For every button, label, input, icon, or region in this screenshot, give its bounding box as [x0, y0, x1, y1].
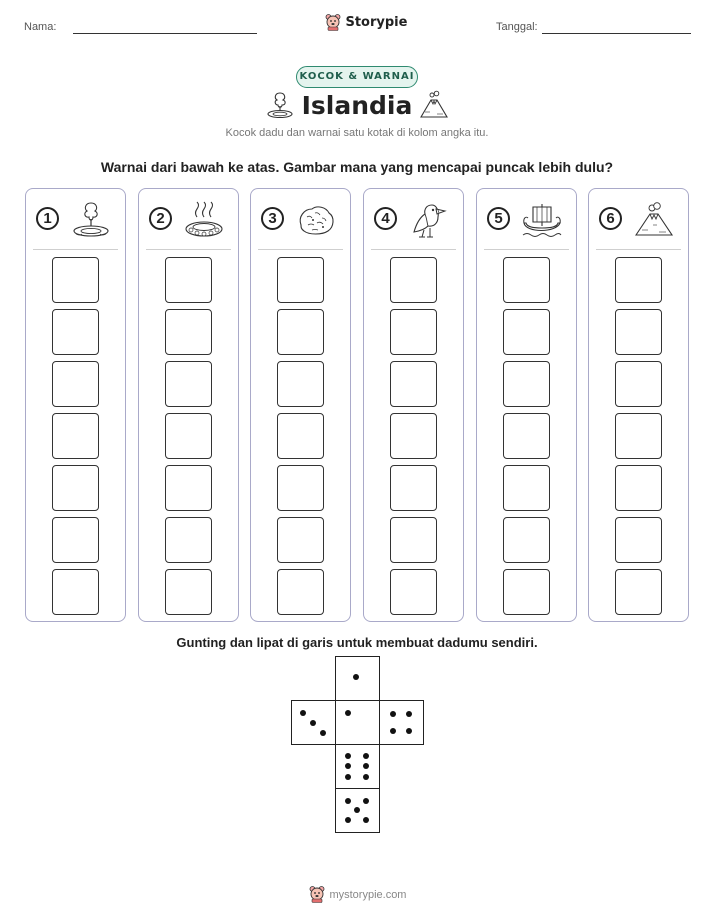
name-label: Nama:	[24, 21, 57, 33]
color-box	[503, 413, 550, 459]
color-box	[277, 257, 324, 303]
die-pip	[345, 798, 351, 804]
color-box	[165, 309, 212, 355]
die-pip	[363, 817, 369, 823]
instruction: Warnai dari bawah ke atas. Gambar mana yang mencapai puncak lebih dulu?	[100, 159, 614, 175]
subtitle: Kocok dadu dan warnai satu kotak di kolom angka itu.	[225, 127, 489, 139]
color-box	[390, 257, 437, 303]
column-number: 3	[261, 207, 284, 230]
volcano-small-icon	[418, 90, 450, 120]
die-pip	[345, 753, 351, 759]
column-divider	[596, 249, 681, 250]
color-box	[390, 569, 437, 615]
die-face-5	[335, 788, 380, 833]
column-number: 2	[149, 207, 172, 230]
color-box	[52, 517, 99, 563]
die-face-1	[335, 656, 380, 701]
column-6	[588, 188, 689, 622]
color-box	[165, 517, 212, 563]
color-box	[52, 309, 99, 355]
color-box	[615, 361, 662, 407]
geyser-icon	[70, 201, 112, 239]
color-box	[390, 517, 437, 563]
color-box	[165, 465, 212, 511]
color-box	[503, 569, 550, 615]
name-line	[73, 33, 257, 34]
activity-badge: KOCOK & WARNAI	[296, 66, 418, 88]
column-divider	[146, 249, 231, 250]
bear-logo-icon	[325, 13, 341, 31]
color-box	[503, 517, 550, 563]
die-pip	[353, 674, 359, 680]
die-pip	[345, 763, 351, 769]
die-pip	[354, 807, 360, 813]
column-divider	[371, 249, 456, 250]
color-box	[277, 309, 324, 355]
color-box	[615, 413, 662, 459]
column-4	[363, 188, 464, 622]
die-face-4	[379, 700, 424, 745]
brand-logo	[325, 13, 407, 31]
color-box	[503, 465, 550, 511]
footer	[309, 885, 406, 903]
color-box	[390, 413, 437, 459]
color-box	[52, 569, 99, 615]
color-box	[615, 517, 662, 563]
column-2	[138, 188, 239, 622]
die-pip	[406, 711, 412, 717]
die-pip	[390, 711, 396, 717]
page-title: Islandia	[301, 91, 413, 120]
footer-url: mystorypie.com	[329, 889, 407, 902]
column-number: 6	[599, 207, 622, 230]
hot-spring-icon	[183, 201, 225, 239]
color-box	[503, 257, 550, 303]
column-5	[476, 188, 577, 622]
lava-rock-icon	[295, 201, 337, 239]
die-pip	[406, 728, 412, 734]
color-box	[615, 309, 662, 355]
die-pip	[363, 753, 369, 759]
bear-logo-icon	[309, 885, 325, 903]
color-box	[165, 361, 212, 407]
color-box	[52, 465, 99, 511]
die-pip	[345, 817, 351, 823]
color-box	[165, 413, 212, 459]
date-label: Tanggal:	[496, 21, 538, 33]
column-divider	[258, 249, 343, 250]
die-pip	[363, 774, 369, 780]
die-face-6	[335, 744, 380, 789]
column-divider	[484, 249, 569, 250]
die-face-1b	[335, 700, 380, 745]
die-pip	[310, 720, 316, 726]
viking-ship-icon	[521, 201, 563, 239]
color-box	[503, 361, 550, 407]
color-box	[277, 413, 324, 459]
color-box	[277, 361, 324, 407]
column-divider	[33, 249, 118, 250]
color-box	[165, 257, 212, 303]
die-pip	[345, 710, 351, 716]
column-number: 5	[487, 207, 510, 230]
die-pip	[390, 728, 396, 734]
color-box	[277, 465, 324, 511]
column-number: 1	[36, 207, 59, 230]
color-box	[615, 569, 662, 615]
date-line	[542, 33, 691, 34]
volcano-icon	[633, 201, 675, 239]
color-box	[390, 465, 437, 511]
column-number: 4	[374, 207, 397, 230]
brand-name: Storypie	[345, 15, 408, 31]
color-box	[52, 361, 99, 407]
color-box	[277, 569, 324, 615]
color-box	[503, 309, 550, 355]
die-pip	[345, 774, 351, 780]
die-face-3	[291, 700, 336, 745]
die-pip	[363, 798, 369, 804]
die-pip	[363, 763, 369, 769]
puffin-icon	[408, 201, 450, 239]
color-box	[390, 309, 437, 355]
column-3	[250, 188, 351, 622]
column-1	[25, 188, 126, 622]
color-box	[615, 257, 662, 303]
color-box	[52, 257, 99, 303]
die-pip	[300, 710, 306, 716]
color-box	[390, 361, 437, 407]
cut-instruction: Gunting dan lipat di garis untuk membuat dadumu sendiri.	[176, 635, 538, 650]
color-box	[615, 465, 662, 511]
color-box	[165, 569, 212, 615]
die-pip	[320, 730, 326, 736]
color-box	[52, 413, 99, 459]
color-box	[277, 517, 324, 563]
